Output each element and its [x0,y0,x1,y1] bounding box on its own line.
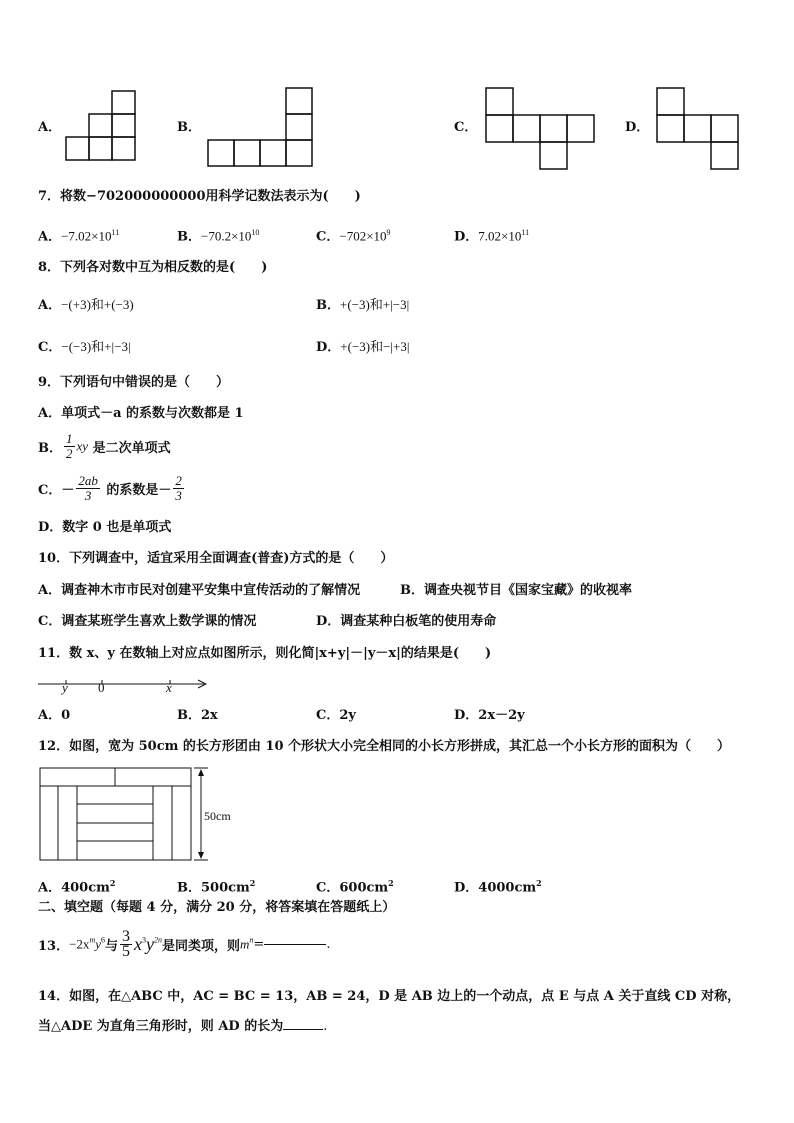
q8-option-d: D．+(−3)和−|+3| [316,339,410,355]
q10-option-d: D．调查某种白板笔的使用寿命 [316,614,497,629]
q11-option-d: D．2x－2y [454,708,525,723]
q12-stem: 12．如图，宽为 50cm 的长方形团由 10 个形状大小完全相同的小长方形拼成，其汇总一个小长方形的面积为（ ） [38,739,731,754]
q13-answer-blank [264,944,326,945]
q7-option-b: B．$-70.2\times 10^{10}$ [177,228,260,245]
q12-rectangle-figure [38,766,218,862]
q10-option-b: B．调查央视节目《国家宝藏》的收视率 [400,583,632,598]
q8-option-a: A．−(+3)和+(−3) [38,297,134,313]
q6-option-a-label: A． [38,120,62,135]
number-line-x-label: x [166,680,172,695]
q12-option-c: C．$600cm^2$ [316,878,394,896]
q6-option-b-label: B． [177,120,201,135]
q13: 13．$-2x^my^6$与 $\frac{3}{5}$ $x^3y^{2n}$是同类项，则$m^n=$ . [38,928,331,960]
q11-option-b: B．2x [177,708,218,723]
q6-option-d-label: D． [625,120,650,135]
q8-option-b: B．+(−3)和+|−3| [316,297,410,313]
q12-option-b: B．$500cm^2$ [177,878,256,896]
number-line-zero-label: 0 [98,680,105,695]
q9-stem: 9．下列语句中错误的是（ ） [38,375,230,390]
q10-stem: 10．下列调查中，适宜采用全面调查(普查)方式的是（ ） [38,551,394,566]
q7-option-d: D．$7.02\times 10^{11}$ [454,228,530,245]
q14-answer-blank [283,1029,323,1030]
q8-stem: 8．下列各对数中互为相反数的是( ) [38,260,268,275]
q9-option-b: B． $\frac{1}{2}$ xy 是二次单项式 [38,431,171,461]
q7-stem: 7．将数−702000000000用科学记数法表示为( ) [38,189,361,204]
q12-dimension-label: 50cm [204,809,231,823]
q11-option-a: A．0 [38,708,71,723]
q8-option-c: C．−(−3)和+|−3| [38,339,131,355]
q7-option-c: C．$-702\times 10^9$ [316,228,391,245]
q6-figure-c [485,87,597,171]
q6-figure-a [64,90,144,162]
section-2-heading: 二、填空题（每题 4 分，满分 20 分，将答案填在答题纸上） [38,900,396,915]
q12-option-a: A．$400cm^2$ [38,878,116,896]
q6-option-c-label: C． [454,120,478,135]
q14-line-2: 当△ADE 为直角三角形时，则 AD 的长为 . [38,1019,328,1034]
q9-option-a: A．单项式－a 的系数与次数都是 1 [38,406,244,421]
q6-figure-d [656,87,742,171]
q11-option-c: C．2y [316,708,356,723]
q10-option-a: A．调查神木市市民对创建平安集中宣传活动的了解情况 [38,583,361,598]
q6-figure-b [206,87,316,169]
q14-line-1: 14．如图，在△ABC 中，AC = BC = 13，AB = 24，D 是 AB 边上的一个动点，点 E 与点 A 关于直线 CD 对称， [38,989,741,1004]
number-line-y-label: y [62,680,68,695]
q10-option-c: C．调查某班学生喜欢上数学课的情况 [38,614,257,629]
q12-option-d: D．$4000cm^2$ [454,878,542,896]
q11-stem: 11．数 x、y 在数轴上对应点如图所示，则化简|x+y|－|y－x|的结果是( ) [38,646,492,661]
q9-option-c: C．－ $\frac{2ab}{3}$ 的系数是－ $\frac{2}{3}$ [38,473,182,503]
q7-option-a: A．$-7.02\times 10^{11}$ [38,228,120,245]
q9-option-d: D．数字 0 也是单项式 [38,520,172,535]
